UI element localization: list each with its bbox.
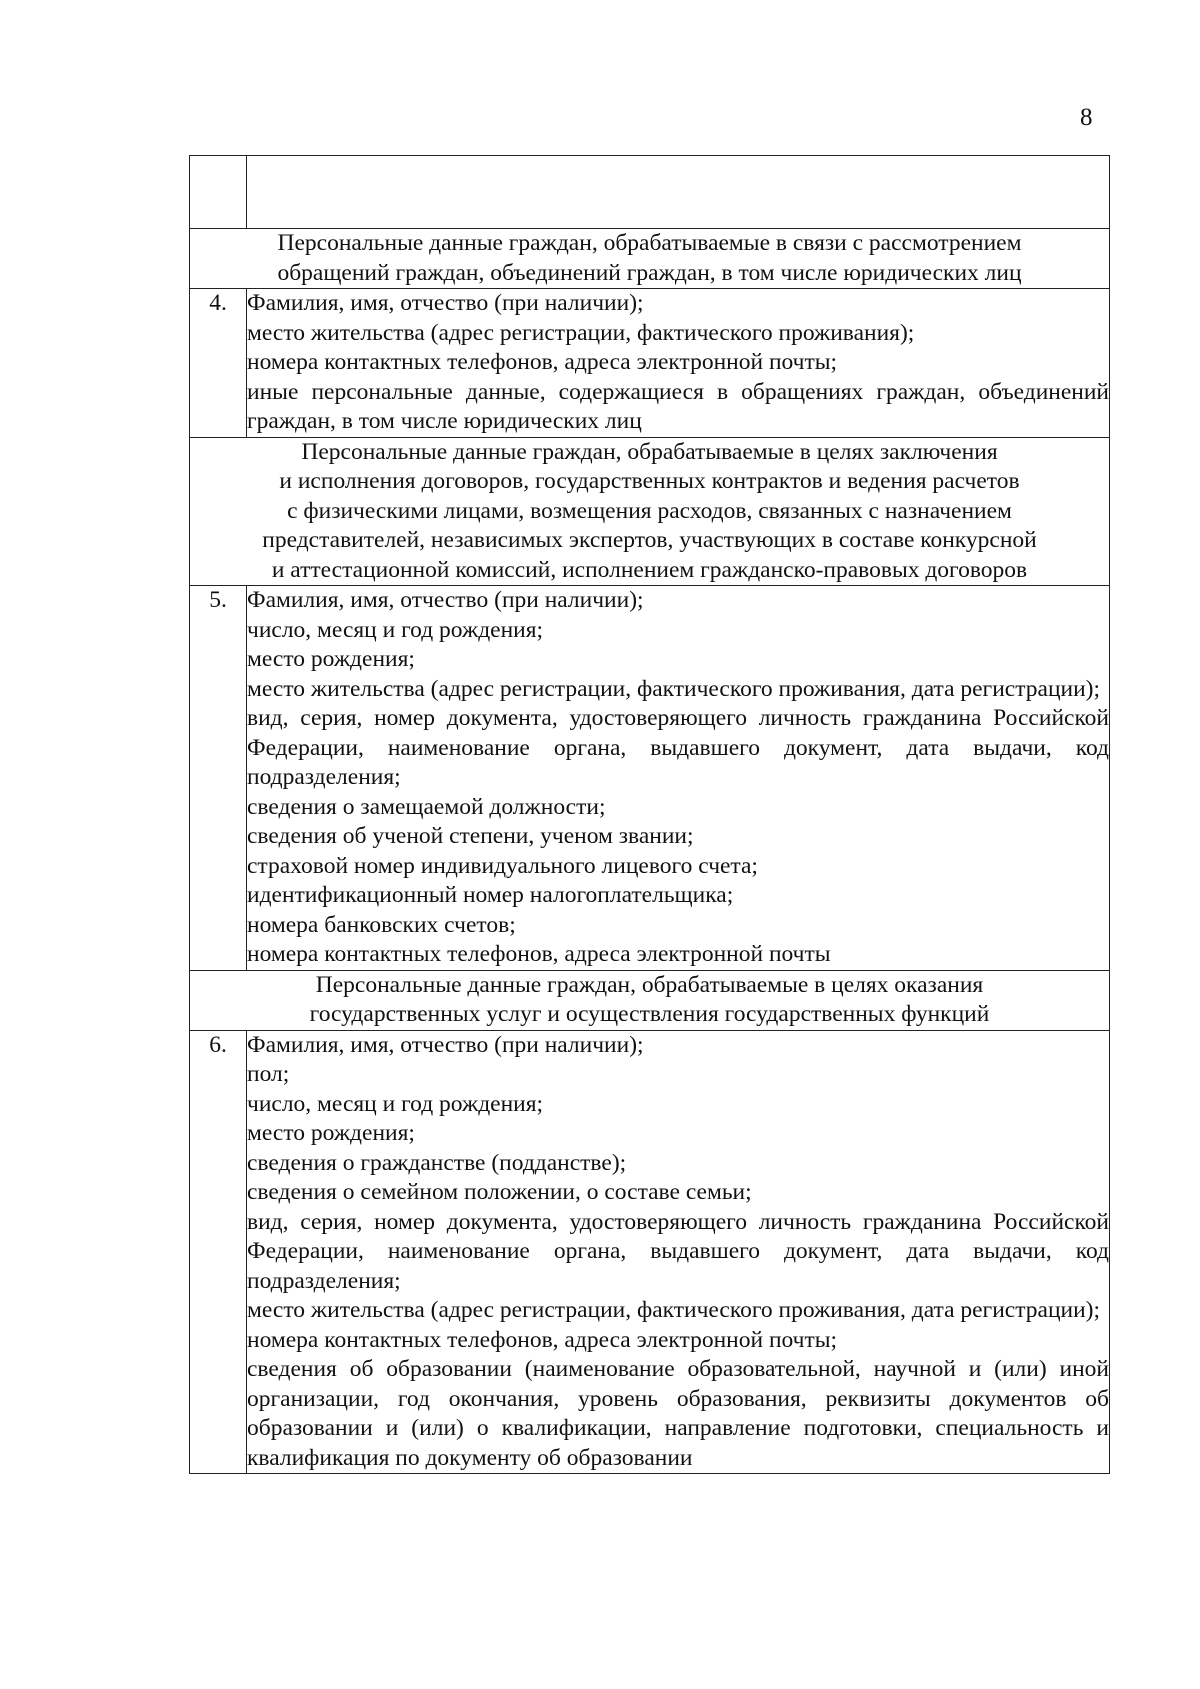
list-item: идентификационный номер налогоплательщика; bbox=[247, 882, 734, 908]
list-item: Фамилия, имя, отчество (при наличии); bbox=[247, 587, 644, 613]
list-item: место рождения; bbox=[247, 646, 415, 672]
empty-content-cell bbox=[247, 156, 1110, 229]
list-item: сведения о семейном положении, о составе семьи; bbox=[247, 1179, 752, 1205]
section-header-line: представителей, независимых экспертов, участвующих в составе конкурсной bbox=[262, 527, 1037, 553]
list-item: место жительства (адрес регистрации, фактического проживания); bbox=[247, 319, 915, 346]
list-item: место рождения; bbox=[247, 1120, 415, 1146]
section-header bbox=[190, 229, 1110, 289]
list-item: сведения об образовании (наименование образовательной, научной и (или) иной организации, год окончания, уровень образования, реквизиты документов об образовании и (или) о квалификации, направление подготовки, специальность и квалификация по документу об образовании bbox=[247, 1356, 1109, 1471]
section-header-row bbox=[190, 970, 1110, 1030]
list-item: место жительства (адрес регистрации, фактического проживания, дата регистрации); bbox=[247, 675, 1101, 702]
row-content bbox=[247, 289, 1110, 438]
list-item: вид, серия, номер документа, удостоверяющего личность гражданина Российской Федерации, наименование органа, выдавшего документ, дата выдачи, код подразделения; bbox=[247, 1208, 1109, 1294]
list-item: пол; bbox=[247, 1061, 290, 1087]
list-item: место жительства (адрес регистрации, фактического проживания, дата регистрации); bbox=[247, 1297, 1101, 1323]
table-row bbox=[190, 586, 1110, 971]
row-content bbox=[247, 586, 1110, 971]
list-item: Фамилия, имя, отчество (при наличии); bbox=[247, 290, 644, 316]
section-header bbox=[190, 970, 1110, 1030]
list-item: номера банковских счетов; bbox=[247, 911, 516, 938]
section-header-line: Персональные данные граждан, обрабатываемые в связи с рассмотрением bbox=[277, 230, 1022, 256]
row-content bbox=[247, 1030, 1110, 1474]
page-number: 8 bbox=[1080, 104, 1093, 131]
table-continuation-row bbox=[190, 156, 1110, 229]
section-header-line: Персональные данные граждан, обрабатываемые в целях оказания bbox=[315, 971, 984, 998]
personal-data-table bbox=[189, 155, 1110, 1474]
section-header-row bbox=[190, 437, 1110, 586]
list-item: число, месяц и год рождения; bbox=[247, 616, 544, 643]
section-header-row bbox=[190, 229, 1110, 289]
list-item: сведения о гражданстве (подданстве); bbox=[247, 1149, 627, 1176]
list-item: номера контактных телефонов, адреса электронной почты; bbox=[247, 1326, 838, 1353]
section-header bbox=[190, 437, 1110, 586]
section-header-line: обращений граждан, объединений граждан, в том числе юридических лиц bbox=[277, 259, 1022, 286]
list-item: вид, серия, номер документа, удостоверяющего личность гражданина Российской Федерации, наименование органа, выдавшего документ, дата выдачи, код подразделения; bbox=[247, 705, 1109, 790]
table-row bbox=[190, 1030, 1110, 1474]
list-item: сведения о замещаемой должности; bbox=[247, 793, 606, 820]
section-header-line: государственных услуг и осуществления государственных функций bbox=[309, 1001, 990, 1027]
list-item: число, месяц и год рождения; bbox=[247, 1090, 544, 1117]
list-item: страховой номер индивидуального лицевого счета; bbox=[247, 852, 758, 879]
row-number: 5. bbox=[190, 586, 247, 971]
list-item: Фамилия, имя, отчество (при наличии); bbox=[247, 1031, 644, 1058]
section-header-line: с физическими лицами, возмещения расходов, связанных с назначением bbox=[287, 497, 1012, 524]
table-row bbox=[190, 289, 1110, 438]
row-number: 6. bbox=[190, 1030, 247, 1474]
section-header-line: и исполнения договоров, государственных контрактов и ведения расчетов bbox=[279, 468, 1020, 494]
list-item: номера контактных телефонов, адреса электронной почты; bbox=[247, 349, 838, 375]
section-header-line: Персональные данные граждан, обрабатываемые в целях заключения bbox=[301, 438, 998, 465]
section-header-line: и аттестационной комиссий, исполнением гражданско-правовых договоров bbox=[271, 556, 1028, 583]
row-number: 4. bbox=[190, 289, 247, 438]
list-item: иные персональные данные, содержащиеся в обращениях граждан, объединений граждан, в том числе юридических лиц bbox=[247, 378, 1109, 434]
list-item: номера контактных телефонов, адреса электронной почты bbox=[247, 941, 831, 967]
list-item: сведения об ученой степени, ученом звании; bbox=[247, 823, 694, 849]
empty-number-cell bbox=[190, 156, 247, 229]
